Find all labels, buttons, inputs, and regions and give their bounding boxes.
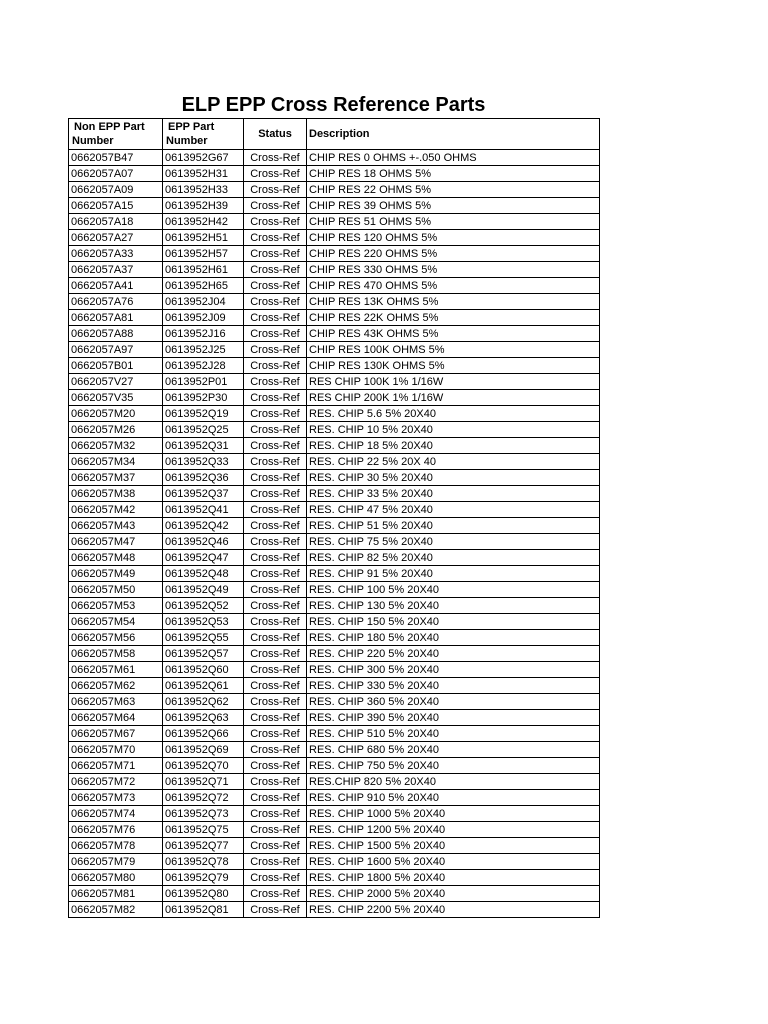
description-cell: RES. CHIP 5.6 5% 20X40 — [307, 406, 600, 422]
non-epp-part-number-cell: 0662057M58 — [69, 646, 163, 662]
table-row — [69, 246, 600, 262]
description-cell: CHIP RES 43K OHMS 5% — [307, 326, 600, 342]
epp-part-number-cell: 0613952Q52 — [163, 598, 244, 614]
status-cell: Cross-Ref — [244, 854, 307, 870]
table-row — [69, 454, 600, 470]
description-cell: RES CHIP 100K 1% 1/16W — [307, 374, 600, 390]
epp-part-number-cell: 0613952H65 — [163, 278, 244, 294]
non-epp-part-number-cell: 0662057M79 — [69, 854, 163, 870]
non-epp-part-number-cell: 0662057M71 — [69, 758, 163, 774]
non-epp-part-number-cell: 0662057A27 — [69, 230, 163, 246]
table-row — [69, 838, 600, 854]
epp-part-number-cell: 0613952Q25 — [163, 422, 244, 438]
non-epp-part-number-cell: 0662057M32 — [69, 438, 163, 454]
status-cell: Cross-Ref — [244, 534, 307, 550]
status-cell: Cross-Ref — [244, 278, 307, 294]
description-cell: RES. CHIP 2200 5% 20X40 — [307, 902, 600, 918]
epp-part-number-cell: 0613952Q72 — [163, 790, 244, 806]
description-cell: RES. CHIP 910 5% 20X40 — [307, 790, 600, 806]
table-row — [69, 758, 600, 774]
description-cell: RES. CHIP 91 5% 20X40 — [307, 566, 600, 582]
epp-part-number-cell: 0613952Q77 — [163, 838, 244, 854]
description-cell: CHIP RES 51 OHMS 5% — [307, 214, 600, 230]
description-cell: RES CHIP 200K 1% 1/16W — [307, 390, 600, 406]
table-row — [69, 310, 600, 326]
non-epp-part-number-cell: 0662057M67 — [69, 726, 163, 742]
non-epp-part-number-cell: 0662057B47 — [69, 150, 163, 166]
table-row — [69, 534, 600, 550]
non-epp-part-number-cell: 0662057M34 — [69, 454, 163, 470]
description-cell: CHIP RES 18 OHMS 5% — [307, 166, 600, 182]
header-status: Status — [244, 119, 307, 150]
epp-part-number-cell: 0613952Q61 — [163, 678, 244, 694]
description-cell: RES. CHIP 300 5% 20X40 — [307, 662, 600, 678]
epp-part-number-cell: 0613952Q55 — [163, 630, 244, 646]
table-row — [69, 438, 600, 454]
description-cell: RES. CHIP 30 5% 20X40 — [307, 470, 600, 486]
description-cell: RES. CHIP 360 5% 20X40 — [307, 694, 600, 710]
epp-part-number-cell: 0613952G67 — [163, 150, 244, 166]
non-epp-part-number-cell: 0662057A07 — [69, 166, 163, 182]
status-cell: Cross-Ref — [244, 822, 307, 838]
table-row — [69, 790, 600, 806]
epp-part-number-cell: 0613952Q57 — [163, 646, 244, 662]
table-row — [69, 630, 600, 646]
epp-part-number-cell: 0613952Q63 — [163, 710, 244, 726]
description-cell: CHIP RES 13K OHMS 5% — [307, 294, 600, 310]
description-cell: RES. CHIP 82 5% 20X40 — [307, 550, 600, 566]
description-cell: RES. CHIP 1200 5% 20X40 — [307, 822, 600, 838]
status-cell: Cross-Ref — [244, 182, 307, 198]
header-description: Description — [307, 119, 600, 150]
epp-part-number-cell: 0613952H57 — [163, 246, 244, 262]
status-cell: Cross-Ref — [244, 246, 307, 262]
non-epp-part-number-cell: 0662057M53 — [69, 598, 163, 614]
status-cell: Cross-Ref — [244, 582, 307, 598]
status-cell: Cross-Ref — [244, 630, 307, 646]
non-epp-part-number-cell: 0662057M76 — [69, 822, 163, 838]
epp-part-number-cell: 0613952Q47 — [163, 550, 244, 566]
description-cell: RES.CHIP 820 5% 20X40 — [307, 774, 600, 790]
status-cell: Cross-Ref — [244, 358, 307, 374]
header-epp-part-number — [163, 119, 244, 150]
non-epp-part-number-cell: 0662057M48 — [69, 550, 163, 566]
header-non-epp-line1: Non EPP Part — [74, 121, 145, 133]
epp-part-number-cell: 0613952H61 — [163, 262, 244, 278]
description-cell: RES. CHIP 1800 5% 20X40 — [307, 870, 600, 886]
epp-part-number-cell: 0613952J04 — [163, 294, 244, 310]
table-row — [69, 470, 600, 486]
non-epp-part-number-cell: 0662057V35 — [69, 390, 163, 406]
status-cell: Cross-Ref — [244, 774, 307, 790]
non-epp-part-number-cell: 0662057A37 — [69, 262, 163, 278]
epp-part-number-cell: 0613952J09 — [163, 310, 244, 326]
description-cell: RES. CHIP 1000 5% 20X40 — [307, 806, 600, 822]
epp-part-number-cell: 0613952Q75 — [163, 822, 244, 838]
non-epp-part-number-cell: 0662057A88 — [69, 326, 163, 342]
non-epp-part-number-cell: 0662057M62 — [69, 678, 163, 694]
non-epp-part-number-cell: 0662057A09 — [69, 182, 163, 198]
epp-part-number-cell: 0613952Q80 — [163, 886, 244, 902]
epp-part-number-cell: 0613952Q42 — [163, 518, 244, 534]
status-cell: Cross-Ref — [244, 342, 307, 358]
status-cell: Cross-Ref — [244, 294, 307, 310]
table-row — [69, 774, 600, 790]
header-non-epp-line2: Number — [72, 135, 114, 147]
epp-part-number-cell: 0613952Q62 — [163, 694, 244, 710]
description-cell: RES. CHIP 1500 5% 20X40 — [307, 838, 600, 854]
description-cell: CHIP RES 470 OHMS 5% — [307, 278, 600, 294]
table-body — [69, 150, 600, 918]
status-cell: Cross-Ref — [244, 310, 307, 326]
status-cell: Cross-Ref — [244, 646, 307, 662]
epp-part-number-cell: 0613952J28 — [163, 358, 244, 374]
status-cell: Cross-Ref — [244, 726, 307, 742]
status-cell: Cross-Ref — [244, 150, 307, 166]
non-epp-part-number-cell: 0662057M42 — [69, 502, 163, 518]
status-cell: Cross-Ref — [244, 470, 307, 486]
non-epp-part-number-cell: 0662057M63 — [69, 694, 163, 710]
status-cell: Cross-Ref — [244, 838, 307, 854]
non-epp-part-number-cell: 0662057M74 — [69, 806, 163, 822]
epp-part-number-cell: 0613952H31 — [163, 166, 244, 182]
status-cell: Cross-Ref — [244, 454, 307, 470]
non-epp-part-number-cell: 0662057B01 — [69, 358, 163, 374]
table-row — [69, 262, 600, 278]
non-epp-part-number-cell: 0662057V27 — [69, 374, 163, 390]
description-cell: CHIP RES 130K OHMS 5% — [307, 358, 600, 374]
description-cell: CHIP RES 120 OHMS 5% — [307, 230, 600, 246]
non-epp-part-number-cell: 0662057M50 — [69, 582, 163, 598]
table-row — [69, 406, 600, 422]
description-cell: RES. CHIP 150 5% 20X40 — [307, 614, 600, 630]
status-cell: Cross-Ref — [244, 390, 307, 406]
table-row — [69, 886, 600, 902]
description-cell: CHIP RES 22 OHMS 5% — [307, 182, 600, 198]
status-cell: Cross-Ref — [244, 614, 307, 630]
table-row — [69, 662, 600, 678]
table-row — [69, 902, 600, 918]
epp-part-number-cell: 0613952Q60 — [163, 662, 244, 678]
table-row — [69, 550, 600, 566]
epp-part-number-cell: 0613952Q19 — [163, 406, 244, 422]
header-epp-line2: Number — [166, 135, 208, 147]
description-cell: CHIP RES 39 OHMS 5% — [307, 198, 600, 214]
epp-part-number-cell: 0613952P01 — [163, 374, 244, 390]
non-epp-part-number-cell: 0662057M43 — [69, 518, 163, 534]
non-epp-part-number-cell: 0662057A18 — [69, 214, 163, 230]
table-row — [69, 422, 600, 438]
non-epp-part-number-cell: 0662057M47 — [69, 534, 163, 550]
status-cell: Cross-Ref — [244, 758, 307, 774]
table-row — [69, 518, 600, 534]
header-epp-line1: EPP Part — [168, 121, 215, 133]
table-row — [69, 854, 600, 870]
non-epp-part-number-cell: 0662057M49 — [69, 566, 163, 582]
epp-part-number-cell: 0613952P30 — [163, 390, 244, 406]
table-row — [69, 710, 600, 726]
table-row — [69, 198, 600, 214]
table-row — [69, 566, 600, 582]
epp-part-number-cell: 0613952H33 — [163, 182, 244, 198]
epp-part-number-cell: 0613952Q46 — [163, 534, 244, 550]
table-row — [69, 486, 600, 502]
description-cell: RES. CHIP 180 5% 20X40 — [307, 630, 600, 646]
epp-part-number-cell: 0613952Q71 — [163, 774, 244, 790]
description-cell: RES. CHIP 47 5% 20X40 — [307, 502, 600, 518]
status-cell: Cross-Ref — [244, 742, 307, 758]
non-epp-part-number-cell: 0662057M82 — [69, 902, 163, 918]
description-cell: RES. CHIP 51 5% 20X40 — [307, 518, 600, 534]
non-epp-part-number-cell: 0662057M64 — [69, 710, 163, 726]
description-cell: RES. CHIP 680 5% 20X40 — [307, 742, 600, 758]
status-cell: Cross-Ref — [244, 694, 307, 710]
epp-part-number-cell: 0613952Q37 — [163, 486, 244, 502]
description-cell: RES. CHIP 2000 5% 20X40 — [307, 886, 600, 902]
table-row — [69, 502, 600, 518]
non-epp-part-number-cell: 0662057A41 — [69, 278, 163, 294]
epp-part-number-cell: 0613952J16 — [163, 326, 244, 342]
non-epp-part-number-cell: 0662057A97 — [69, 342, 163, 358]
table-row — [69, 230, 600, 246]
epp-part-number-cell: 0613952Q31 — [163, 438, 244, 454]
status-cell: Cross-Ref — [244, 566, 307, 582]
table-row — [69, 342, 600, 358]
status-cell: Cross-Ref — [244, 230, 307, 246]
status-cell: Cross-Ref — [244, 214, 307, 230]
table-row — [69, 806, 600, 822]
epp-part-number-cell: 0613952Q69 — [163, 742, 244, 758]
epp-part-number-cell: 0613952Q79 — [163, 870, 244, 886]
non-epp-part-number-cell: 0662057M26 — [69, 422, 163, 438]
status-cell: Cross-Ref — [244, 262, 307, 278]
table-row — [69, 694, 600, 710]
table-row — [69, 182, 600, 198]
status-cell: Cross-Ref — [244, 502, 307, 518]
epp-part-number-cell: 0613952Q33 — [163, 454, 244, 470]
table-row — [69, 726, 600, 742]
table-row — [69, 390, 600, 406]
description-cell: RES. CHIP 750 5% 20X40 — [307, 758, 600, 774]
table-row — [69, 374, 600, 390]
status-cell: Cross-Ref — [244, 406, 307, 422]
non-epp-part-number-cell: 0662057M56 — [69, 630, 163, 646]
description-cell: RES. CHIP 33 5% 20X40 — [307, 486, 600, 502]
table-row — [69, 294, 600, 310]
table-row — [69, 822, 600, 838]
epp-part-number-cell: 0613952Q41 — [163, 502, 244, 518]
table-row — [69, 646, 600, 662]
description-cell: RES. CHIP 330 5% 20X40 — [307, 678, 600, 694]
epp-part-number-cell: 0613952Q81 — [163, 902, 244, 918]
description-cell: CHIP RES 0 OHMS +-.050 OHMS — [307, 150, 600, 166]
header-row — [69, 119, 600, 150]
table-row — [69, 614, 600, 630]
status-cell: Cross-Ref — [244, 550, 307, 566]
epp-part-number-cell: 0613952H39 — [163, 198, 244, 214]
table-row — [69, 326, 600, 342]
status-cell: Cross-Ref — [244, 326, 307, 342]
epp-part-number-cell: 0613952Q70 — [163, 758, 244, 774]
status-cell: Cross-Ref — [244, 438, 307, 454]
non-epp-part-number-cell: 0662057A81 — [69, 310, 163, 326]
non-epp-part-number-cell: 0662057M37 — [69, 470, 163, 486]
table-row — [69, 358, 600, 374]
non-epp-part-number-cell: 0662057M20 — [69, 406, 163, 422]
table-header — [69, 119, 600, 150]
page-title: ELP EPP Cross Reference Parts — [181, 94, 486, 116]
description-cell: RES. CHIP 510 5% 20X40 — [307, 726, 600, 742]
description-cell: RES. CHIP 100 5% 20X40 — [307, 582, 600, 598]
table-row — [69, 870, 600, 886]
non-epp-part-number-cell: 0662057M73 — [69, 790, 163, 806]
description-cell: RES. CHIP 220 5% 20X40 — [307, 646, 600, 662]
non-epp-part-number-cell: 0662057M80 — [69, 870, 163, 886]
description-cell: RES. CHIP 22 5% 20X 40 — [307, 454, 600, 470]
epp-part-number-cell: 0613952Q48 — [163, 566, 244, 582]
table-row — [69, 582, 600, 598]
description-cell: RES. CHIP 18 5% 20X40 — [307, 438, 600, 454]
non-epp-part-number-cell: 0662057M38 — [69, 486, 163, 502]
non-epp-part-number-cell: 0662057M81 — [69, 886, 163, 902]
status-cell: Cross-Ref — [244, 710, 307, 726]
status-cell: Cross-Ref — [244, 886, 307, 902]
description-cell: RES. CHIP 1600 5% 20X40 — [307, 854, 600, 870]
non-epp-part-number-cell: 0662057A15 — [69, 198, 163, 214]
table-row — [69, 150, 600, 166]
epp-part-number-cell: 0613952Q49 — [163, 582, 244, 598]
non-epp-part-number-cell: 0662057M70 — [69, 742, 163, 758]
table-row — [69, 278, 600, 294]
status-cell: Cross-Ref — [244, 902, 307, 918]
epp-part-number-cell: 0613952H42 — [163, 214, 244, 230]
status-cell: Cross-Ref — [244, 662, 307, 678]
description-cell: RES. CHIP 75 5% 20X40 — [307, 534, 600, 550]
table-row — [69, 742, 600, 758]
epp-part-number-cell: 0613952Q36 — [163, 470, 244, 486]
epp-part-number-cell: 0613952Q66 — [163, 726, 244, 742]
status-cell: Cross-Ref — [244, 678, 307, 694]
epp-part-number-cell: 0613952H51 — [163, 230, 244, 246]
cross-reference-table — [68, 118, 600, 918]
status-cell: Cross-Ref — [244, 374, 307, 390]
status-cell: Cross-Ref — [244, 598, 307, 614]
description-cell: CHIP RES 220 OHMS 5% — [307, 246, 600, 262]
table-row — [69, 678, 600, 694]
non-epp-part-number-cell: 0662057M78 — [69, 838, 163, 854]
description-cell: CHIP RES 22K OHMS 5% — [307, 310, 600, 326]
table-row — [69, 598, 600, 614]
status-cell: Cross-Ref — [244, 198, 307, 214]
status-cell: Cross-Ref — [244, 870, 307, 886]
non-epp-part-number-cell: 0662057M61 — [69, 662, 163, 678]
header-non-epp-part-number — [69, 119, 163, 150]
status-cell: Cross-Ref — [244, 806, 307, 822]
epp-part-number-cell: 0613952Q53 — [163, 614, 244, 630]
non-epp-part-number-cell: 0662057M54 — [69, 614, 163, 630]
description-cell: CHIP RES 330 OHMS 5% — [307, 262, 600, 278]
description-cell: RES. CHIP 10 5% 20X40 — [307, 422, 600, 438]
epp-part-number-cell: 0613952J25 — [163, 342, 244, 358]
table-row — [69, 214, 600, 230]
epp-part-number-cell: 0613952Q78 — [163, 854, 244, 870]
status-cell: Cross-Ref — [244, 486, 307, 502]
status-cell: Cross-Ref — [244, 422, 307, 438]
status-cell: Cross-Ref — [244, 790, 307, 806]
non-epp-part-number-cell: 0662057M72 — [69, 774, 163, 790]
description-cell: RES. CHIP 130 5% 20X40 — [307, 598, 600, 614]
description-cell: RES. CHIP 390 5% 20X40 — [307, 710, 600, 726]
non-epp-part-number-cell: 0662057A33 — [69, 246, 163, 262]
description-cell: CHIP RES 100K OHMS 5% — [307, 342, 600, 358]
status-cell: Cross-Ref — [244, 518, 307, 534]
epp-part-number-cell: 0613952Q73 — [163, 806, 244, 822]
status-cell: Cross-Ref — [244, 166, 307, 182]
non-epp-part-number-cell: 0662057A76 — [69, 294, 163, 310]
table-row — [69, 166, 600, 182]
